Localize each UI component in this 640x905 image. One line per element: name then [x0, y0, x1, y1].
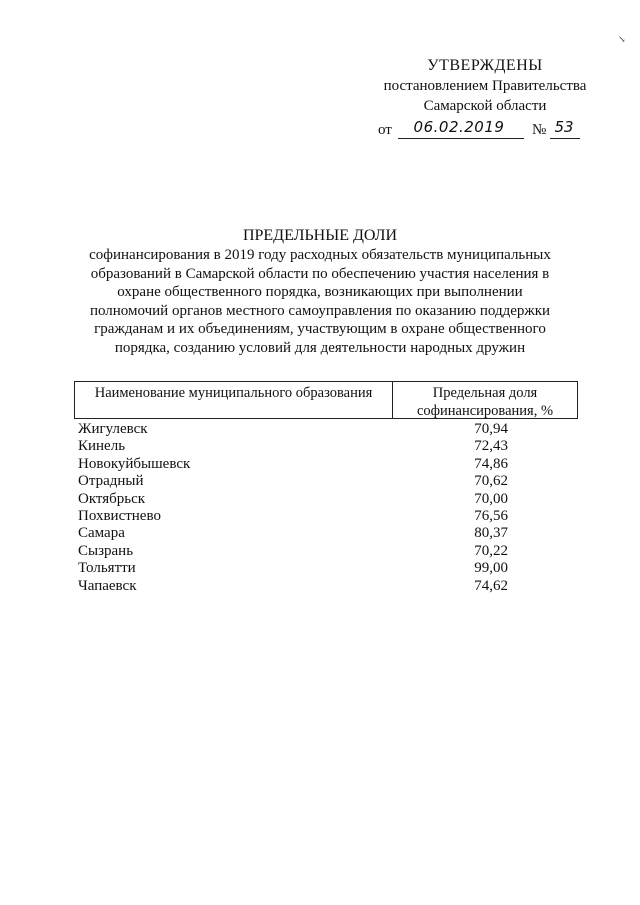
- handwritten-date: 06.02.2019: [413, 118, 505, 136]
- share-value: 99,00: [474, 560, 508, 577]
- table-row: [78, 560, 508, 577]
- table-row: [78, 578, 508, 595]
- number-underline: [550, 138, 580, 139]
- corner-mark: ↘: [618, 34, 626, 44]
- municipality-name: Отрадный: [78, 473, 144, 490]
- column-header-name: Наименование муниципального образования: [75, 382, 393, 418]
- municipality-name: Новокуйбышевск: [78, 455, 191, 472]
- approval-line-2: Самарской области: [423, 98, 547, 114]
- heading-line: охране общественного порядка, возникающих при выполнении: [117, 284, 523, 300]
- heading-line: образований в Самарской области по обеспечению участия населения в: [90, 265, 550, 282]
- table-row: [78, 543, 508, 560]
- approval-title: УТВЕРЖДЕНЫ: [427, 57, 543, 74]
- table-body: [78, 421, 508, 595]
- municipality-name: Тольятти: [78, 560, 136, 577]
- document-heading: [60, 226, 580, 357]
- table-row: [78, 456, 508, 473]
- table-row: [78, 508, 508, 525]
- municipality-name: Жигулевск: [78, 421, 148, 437]
- table-row: [78, 438, 508, 455]
- heading-line: гражданам и их объединениям, участвующим в охране общественного: [94, 321, 546, 337]
- heading-line: порядка, созданию условий для деятельности народных дружин: [114, 339, 526, 356]
- handwritten-number: 53: [554, 118, 574, 136]
- approval-date-row: [360, 118, 610, 142]
- municipality-name: Октябрьск: [78, 490, 146, 507]
- number-prefix: №: [532, 122, 547, 138]
- municipality-name: Похвистнево: [78, 507, 161, 524]
- table-header: [74, 381, 578, 419]
- table-row: [78, 421, 508, 438]
- municipality-name: Сызрань: [78, 542, 134, 559]
- share-value: 80,37: [474, 525, 508, 542]
- municipality-name: Самара: [78, 525, 125, 542]
- share-value: 70,22: [474, 542, 508, 559]
- heading-line: софинансирования в 2019 году расходных обязательств муниципальных: [89, 247, 551, 263]
- table-row: [78, 491, 508, 508]
- heading-line: полномочий органов местного самоуправления по оказанию поддержки: [89, 302, 551, 319]
- heading-title: ПРЕДЕЛЬНЫЕ ДОЛИ: [242, 227, 398, 244]
- share-value: 74,62: [474, 577, 508, 594]
- approval-line-1: постановлением Правительства: [383, 78, 587, 94]
- share-value: 70,62: [474, 473, 508, 490]
- municipality-name: Чапаевск: [78, 577, 137, 594]
- date-underline: [398, 138, 524, 139]
- table-row: [78, 473, 508, 490]
- share-value: 70,94: [474, 421, 508, 437]
- share-value: 74,86: [474, 455, 508, 472]
- column-header-share-line-1: Предельная доля: [432, 385, 538, 401]
- share-value: 76,56: [474, 507, 508, 524]
- table-row: [78, 525, 508, 542]
- column-header-share: [393, 382, 577, 418]
- column-header-share-line-2: софинансирования, %: [416, 403, 554, 419]
- date-prefix: от: [378, 122, 392, 138]
- municipality-name: Кинель: [78, 438, 126, 455]
- share-value: 72,43: [474, 438, 508, 455]
- approval-block: [360, 56, 610, 142]
- share-value: 70,00: [474, 490, 508, 507]
